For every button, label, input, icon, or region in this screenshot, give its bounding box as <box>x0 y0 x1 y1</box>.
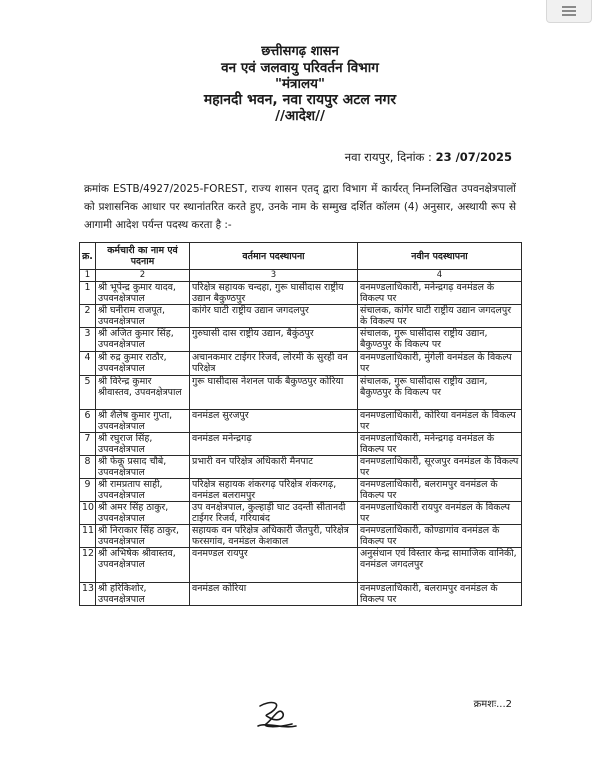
hamburger-menu-icon <box>562 4 576 18</box>
header-new-posting: नवीन पदस्थापना <box>358 243 522 270</box>
cell-employee-name: श्री निराकार सिंह ठाकुर, उपवनक्षेत्रपाल <box>96 525 190 548</box>
cell-sn: 9 <box>80 479 96 502</box>
cell-new-posting: वनमण्डलाधिकारी, मनेन्द्रगढ़ वनमंडल के विकल्प पर <box>358 282 522 305</box>
menu-button[interactable] <box>546 0 592 23</box>
colnum-4: 4 <box>358 270 522 282</box>
table-row <box>80 433 522 456</box>
cell-sn: 1 <box>80 282 96 305</box>
cell-sn: 2 <box>80 305 96 328</box>
cell-sn: 6 <box>80 410 96 433</box>
order-date <box>345 150 512 165</box>
order-heading: //आदेश// <box>275 108 325 124</box>
cell-new-posting: वनमण्डलाधिकारी, बलरामपुर वनमंडल के विकल्प पर <box>358 479 522 502</box>
cell-new-posting: वनमण्डलाधिकारी, सूरजपुर वनमंडल के विकल्प पर <box>358 456 522 479</box>
cell-employee-name: श्री हरिकिशोर, उपवनक्षेत्रपाल <box>96 583 190 606</box>
transfer-table <box>79 242 522 606</box>
cell-employee-name: श्री अजित कुमार सिंह, उपवनक्षेत्रपाल <box>96 328 190 352</box>
cell-sn: 13 <box>80 583 96 606</box>
table-row <box>80 583 522 606</box>
cell-current-posting: वनमण्डल रायपुर <box>190 548 358 583</box>
cell-new-posting: वनमण्डलाधिकारी, कोरिया वनमंडल के विकल्प पर <box>358 410 522 433</box>
cell-new-posting: अनुसंधान एवं विस्तार केन्द्र सामाजिक वानिकी, वनमंडल जगदलपुर <box>358 548 522 583</box>
cell-current-posting: गुरू घासीदास नेशनल पार्क बैकुण्ठपुर कोरिया <box>190 376 358 410</box>
colnum-3: 3 <box>190 270 358 282</box>
cell-new-posting: संचालक, कांगेर घाटी राष्ट्रीय उद्यान जगदलपुर के विकल्प पर <box>358 305 522 328</box>
cell-new-posting: संचालक, गुरू घासीदास राष्ट्रीय उद्यान, बैकुण्ठपुर के विकल्प पर <box>358 328 522 352</box>
cell-current-posting: परिक्षेत्र सहायक चन्दहा, गुरू घासीदास राष्ट्रीय उद्यान बैकुण्ठपुर <box>190 282 358 305</box>
govt-name: छत्तीसगढ़ शासन <box>261 44 339 59</box>
header-sn: क्र. <box>80 243 96 270</box>
cell-employee-name: श्री रघुराज सिंह, उपवनक्षेत्रपाल <box>96 433 190 456</box>
department-name: वन एवं जलवायु परिवर्तन विभाग <box>221 60 379 76</box>
cell-current-posting: वनमंडल सुरजपुर <box>190 410 358 433</box>
cell-employee-name: श्री अमर सिंह ठाकुर, उपवनक्षेत्रपाल <box>96 502 190 525</box>
cell-sn: 4 <box>80 352 96 376</box>
cell-employee-name: श्री घनीराम राजपूत, उपवनक्षेत्रपाल <box>96 305 190 328</box>
cell-employee-name: श्री रामप्रताप साही, उपवनक्षेत्रपाल <box>96 479 190 502</box>
continued-marker: क्रमशः...2 <box>473 699 512 710</box>
cell-current-posting: उप वनक्षेत्रपाल, कुल्हाड़ी घाट उदन्ती सीतानदी टाईगर रिजर्व, गरियाबंद <box>190 502 358 525</box>
header-name: कर्मचारी का नाम एवं पदनाम <box>96 243 190 270</box>
cell-new-posting: वनमण्डलाधिकारी, बलरामपुर वनमंडल के विकल्प पर <box>358 583 522 606</box>
table-row <box>80 328 522 352</box>
cell-sn: 5 <box>80 376 96 410</box>
cell-current-posting: वनमंडल कोरिया <box>190 583 358 606</box>
cell-sn: 10 <box>80 502 96 525</box>
office-address: महानदी भवन, नवा रायपुर अटल नगर <box>203 92 397 108</box>
column-number-row <box>80 270 522 282</box>
cell-new-posting: वनमण्डलाधिकारी, कोण्डागांव वनमंडल के विकल्प पर <box>358 525 522 548</box>
cell-employee-name: श्री रुद्र कुमार राठौर, उपवनक्षेत्रपाल <box>96 352 190 376</box>
colnum-2: 2 <box>96 270 190 282</box>
table-row <box>80 305 522 328</box>
date-label: नवा रायपुर, दिनांक : <box>344 150 432 164</box>
cell-current-posting: सहायक वन परिक्षेत्र अधिकारी जैतपुरी, परिक्षेत्र फरसगांव, वनमंडल केशकाल <box>190 525 358 548</box>
cell-current-posting: गुरुघासी दास राष्ट्रीय उद्यान, बैकुंठपुर <box>190 328 358 352</box>
table-row <box>80 525 522 548</box>
cell-current-posting: परिक्षेत्र सहायक शंकरगढ़ परिक्षेत्र शंकरगढ़, वनमंडल बलरामपुर <box>190 479 358 502</box>
cell-employee-name: श्री भूपेन्द्र कुमार यादव, उपवनक्षेत्रपाल <box>96 282 190 305</box>
table-row <box>80 376 522 410</box>
cell-employee-name: श्री अभिषेक श्रीवास्तव, उपवनक्षेत्रपाल <box>96 548 190 583</box>
cell-sn: 8 <box>80 456 96 479</box>
cell-new-posting: वनमण्डलाधिकारी रायपुर वनमंडल के विकल्प पर <box>358 502 522 525</box>
cell-current-posting: प्रभारी वन परिक्षेत्र अधिकारी मैनपाट <box>190 456 358 479</box>
table-header-row <box>80 243 522 270</box>
cell-sn: 7 <box>80 433 96 456</box>
table-row <box>80 282 522 305</box>
header-current-posting: वर्तमान पदस्थापना <box>190 243 358 270</box>
cell-sn: 11 <box>80 525 96 548</box>
cell-new-posting: वनमण्डलाधिकारी, मनेन्द्रगढ़ वनमंडल के विकल्प पर <box>358 433 522 456</box>
cell-current-posting: वनमंडल मनेन्द्रगढ़ <box>190 433 358 456</box>
table-row <box>80 502 522 525</box>
cell-current-posting: अचानकमार टाईगर रिजर्व, लोरमी के सुरही वन परिक्षेत्र <box>190 352 358 376</box>
ministry-name: "मंत्रालय" <box>274 76 326 92</box>
cell-new-posting: वनमण्डलाधिकारी, मुंगेली वनमंडल के विकल्प पर <box>358 352 522 376</box>
letterhead <box>0 44 600 124</box>
table-row <box>80 410 522 433</box>
table-row <box>80 456 522 479</box>
colnum-1: 1 <box>80 270 96 282</box>
cell-sn: 3 <box>80 328 96 352</box>
table-row <box>80 548 522 583</box>
cell-current-posting: कांगेर घाटी राष्ट्रीय उद्यान जगदलपुर <box>190 305 358 328</box>
cell-employee-name: श्री फेकू प्रसाद चौबे, उपवनक्षेत्रपाल <box>96 456 190 479</box>
table-row <box>80 479 522 502</box>
order-intro-paragraph: क्रमांक ESTB/4927/2025-FOREST, राज्य शासन एतद् द्वारा विभाग में कार्यरत् निम्नलिखित उपवनक्षेत्रपालों को प्रशासनिक आधार पर स्थानांतरित करते हुए, उनके नाम के सम्मुख दर्शित कॉलम (4) अनुसार, अस्थायी रूप से आगामी आदेश पर्यन्त पदस्थ करता है :- <box>84 183 516 231</box>
signature-icon <box>252 698 300 732</box>
table-row <box>80 352 522 376</box>
date-value: 23 /07/2025 <box>435 150 512 164</box>
cell-new-posting: संचालक, गुरू घासीदास राष्ट्रीय उद्यान, बैकुण्ठपुर के विकल्प पर <box>358 376 522 410</box>
cell-employee-name: श्री शैलेष कुमार गुप्ता, उपवनक्षेत्रपाल <box>96 410 190 433</box>
cell-employee-name: श्री विरेन्द्र कुमार श्रीवास्तव, उपवनक्षेत्रपाल <box>96 376 190 410</box>
cell-sn: 12 <box>80 548 96 583</box>
